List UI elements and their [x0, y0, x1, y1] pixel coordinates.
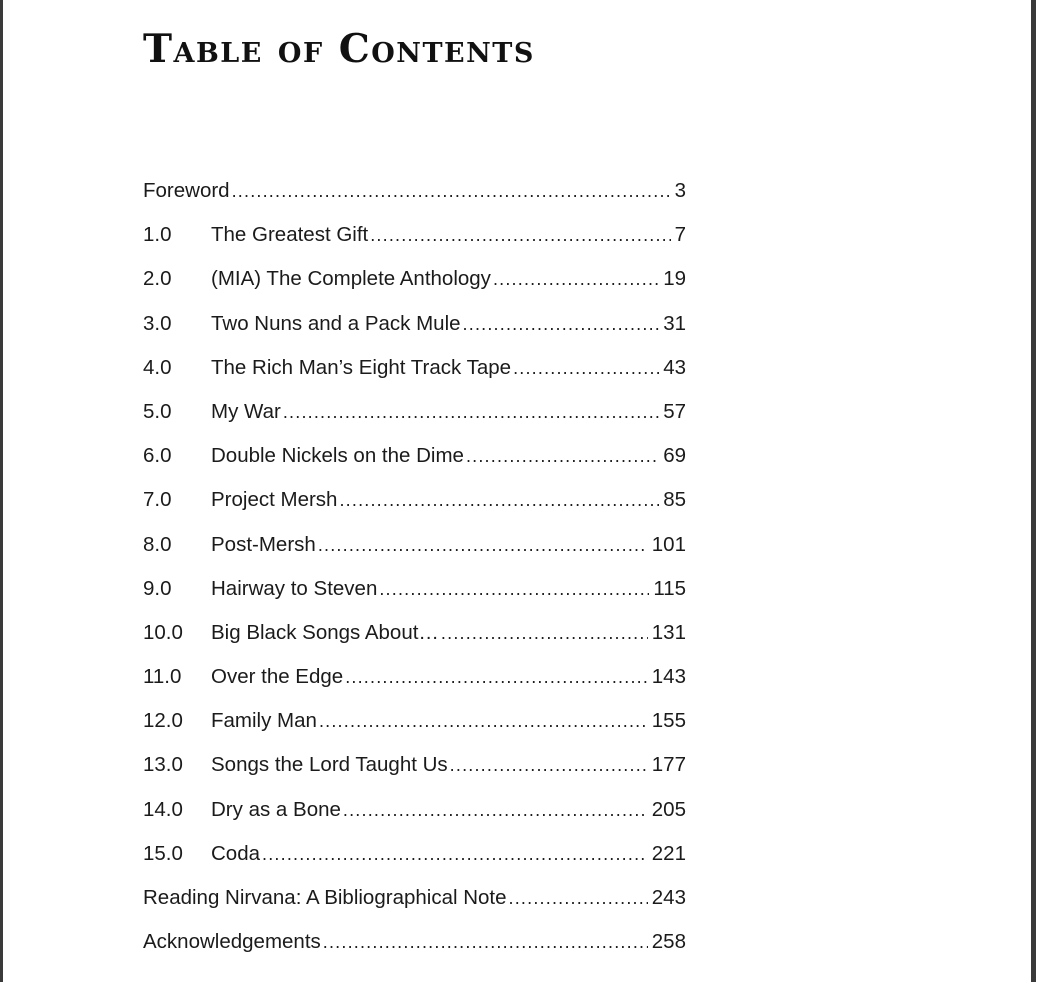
- toc-dot-leader: [345, 655, 648, 699]
- toc-entry[interactable]: [143, 213, 686, 257]
- toc-entry-page-number: 57: [663, 399, 686, 423]
- toc-entry-page-number: 177: [651, 753, 686, 777]
- toc-entry-title: Post-Mersh: [211, 532, 316, 556]
- toc-dot-leader: [262, 832, 648, 876]
- toc-entry-title: Dry as a Bone: [211, 797, 341, 821]
- toc-entry[interactable]: [143, 346, 686, 390]
- toc-entry-title: My War: [211, 399, 281, 423]
- toc-entry-page-number: 3: [674, 179, 686, 202]
- page-left-border: [0, 0, 3, 982]
- toc-entry-title: Family Man: [211, 709, 317, 733]
- toc-entry-number: 9.0: [143, 576, 172, 600]
- toc-dot-leader: [466, 434, 659, 478]
- toc-entry-page-number: 85: [663, 488, 686, 512]
- toc-entry-page-number: 258: [651, 930, 686, 954]
- toc-entry-title: Coda: [211, 841, 261, 865]
- table-of-contents: [143, 169, 686, 964]
- toc-entry-page-number: 69: [663, 444, 686, 468]
- toc-entry-page-number: 31: [663, 311, 686, 335]
- toc-entry-number: 10.0: [143, 620, 183, 644]
- toc-dot-leader: [319, 699, 648, 743]
- toc-entry-title: Two Nuns and a Pack Mule: [211, 311, 461, 335]
- toc-entry[interactable]: [143, 876, 686, 920]
- toc-entry[interactable]: [143, 699, 686, 743]
- toc-entry[interactable]: [143, 257, 686, 301]
- toc-entry-page-number: 101: [651, 532, 686, 556]
- toc-entry-title: Reading Nirvana: A Bibliographical Note: [143, 886, 507, 909]
- toc-entry-number: 15.0: [143, 841, 183, 865]
- page-right-border: [1031, 0, 1036, 982]
- toc-entry-page-number: 43: [663, 355, 686, 379]
- toc-dot-leader: [493, 257, 659, 301]
- toc-dot-leader: [379, 567, 649, 611]
- toc-dot-leader: [463, 302, 660, 346]
- toc-entry-page-number: 243: [651, 886, 686, 909]
- toc-entry[interactable]: [143, 523, 686, 567]
- toc-dot-leader: [441, 611, 648, 655]
- toc-entry-title: (MIA) The Complete Anthology: [211, 267, 491, 291]
- toc-dot-leader: [232, 169, 671, 213]
- toc-entry-number: 12.0: [143, 709, 183, 733]
- toc-entry-number: 7.0: [143, 488, 172, 512]
- toc-entry-title: Big Black Songs About…: [211, 620, 439, 644]
- toc-entry-title: Double Nickels on the Dime: [211, 444, 464, 468]
- toc-dot-leader: [323, 920, 648, 964]
- toc-entry-title: The Greatest Gift: [211, 223, 369, 247]
- toc-entry-number: 13.0: [143, 753, 183, 777]
- toc-entry-number: 4.0: [143, 355, 172, 379]
- toc-entry-number: 2.0: [143, 267, 172, 291]
- toc-dot-leader: [370, 213, 670, 257]
- toc-dot-leader: [450, 743, 648, 787]
- toc-entry-page-number: 7: [674, 223, 686, 247]
- toc-dot-leader: [283, 390, 659, 434]
- toc-entry-number: 6.0: [143, 444, 172, 468]
- toc-entry[interactable]: [143, 788, 686, 832]
- toc-entry[interactable]: [143, 390, 686, 434]
- toc-entry-title: Over the Edge: [211, 665, 344, 689]
- toc-entry-title: The Rich Man’s Eight Track Tape: [211, 355, 512, 379]
- toc-entry-page-number: 205: [651, 797, 686, 821]
- toc-entry[interactable]: [143, 611, 686, 655]
- toc-entry-number: 14.0: [143, 797, 183, 821]
- toc-entry-number: 1.0: [143, 223, 172, 247]
- toc-entry[interactable]: [143, 567, 686, 611]
- toc-entry-number: 8.0: [143, 532, 172, 556]
- toc-entry-page-number: 221: [651, 841, 686, 865]
- toc-entry-title: Songs the Lord Taught Us: [211, 753, 448, 777]
- toc-entry[interactable]: [143, 655, 686, 699]
- toc-entry-number: 11.0: [143, 665, 182, 689]
- toc-entry[interactable]: [143, 832, 686, 876]
- toc-entry-page-number: 155: [651, 709, 686, 733]
- toc-entry-title: Foreword: [143, 179, 230, 202]
- toc-entry-title: Acknowledgements: [143, 930, 321, 954]
- toc-entry[interactable]: [143, 743, 686, 787]
- toc-entry-title: Hairway to Steven: [211, 576, 378, 600]
- toc-dot-leader: [509, 876, 648, 920]
- toc-entry[interactable]: [143, 302, 686, 346]
- toc-entry[interactable]: [143, 920, 686, 964]
- toc-entry-number: 5.0: [143, 399, 172, 423]
- toc-dot-leader: [318, 523, 648, 567]
- toc-dot-leader: [339, 478, 659, 522]
- toc-entry-number: 3.0: [143, 311, 172, 335]
- toc-entry[interactable]: [143, 478, 686, 522]
- toc-entry[interactable]: [143, 434, 686, 478]
- page-title: Table of Contents: [143, 26, 535, 72]
- toc-entry-title: Project Mersh: [211, 488, 338, 512]
- toc-entry-page-number: 115: [653, 576, 686, 600]
- toc-entry-page-number: 19: [663, 267, 686, 291]
- toc-entry-page-number: 143: [651, 665, 686, 689]
- toc-entry-page-number: 131: [651, 620, 686, 644]
- toc-dot-leader: [343, 788, 648, 832]
- toc-dot-leader: [513, 346, 659, 390]
- toc-entry[interactable]: [143, 169, 686, 213]
